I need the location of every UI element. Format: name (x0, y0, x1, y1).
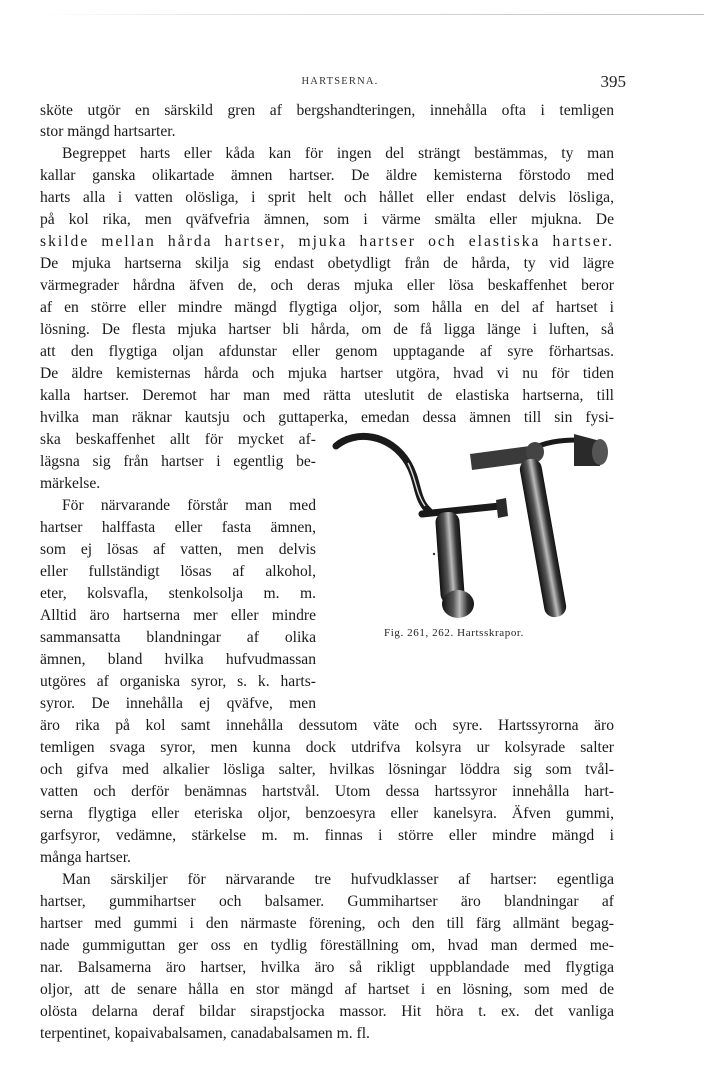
text-line: nar. Balsamerna äro hartser, hvilka äro så rikligt uppblandade med flygtiga (40, 959, 614, 976)
text-line: och gifva med alkalier lösliga salter, hvilkas lösningar löddra sig som tvål- (40, 761, 614, 778)
resin-scraper-illustration (330, 408, 630, 628)
text-line: Alltid äro hartserna mer eller mindre (40, 607, 316, 624)
text-line: lösning. De flesta mjuka hartser bli hårda, om de få ligga länge i luften, så (40, 321, 614, 338)
text-line: värmegrader hårdna äfven de, och deras mjuka eller lösa beskaffenhet beror (40, 277, 614, 294)
text-line: märkelse. (40, 475, 101, 492)
text-line: garfsyror, vedämne, stärkelse m. m. finnas i större eller mindre mängd i (40, 827, 614, 844)
text-line: sköte utgör en särskild gren af bergshandteringen, innehålla ofta i temligen (40, 102, 614, 119)
paragraph-start-line: För närvarande förstår man med (62, 497, 316, 514)
text-line: syror. De innehålla ej qväfve, men (40, 695, 316, 712)
page-header (40, 74, 640, 94)
paragraph-start-line: Begreppet harts eller kåda kan för ingen del strängt bestämmas, ty man (62, 145, 614, 162)
text-line: serna flygtiga eller eteriska oljor, benzoesyra eller kanelsyra. Äfven gummi, (40, 805, 614, 822)
text-line: kallar ganska olikartade ämnen hartser. De äldre kemisterna förstodo med (40, 167, 614, 184)
text-line: att den flygtiga oljan afdunstar eller genom upptagande af syre förhartsas. (40, 343, 614, 360)
text-line: hartser med gummi i den närmaste förening, och den till färg allmänt begag- (40, 915, 614, 932)
text-line: temligen svaga syror, men kunna dock utdrifva kolsyra ur kolsyrade salter (40, 739, 614, 756)
text-line: af en större eller mindre mängd flygtiga oljor, som hålla en del af hartset i (40, 299, 614, 316)
text-line: oljor, att de senare hålla en stor mängd af hartset i en lösning, som med de (40, 981, 614, 998)
text-line: som ej lösas af vatten, men delvis (40, 541, 316, 558)
text-line: många hartser. (40, 849, 131, 866)
text-line: hartser, gummihartser och balsamer. Gummihartser äro blandningar af (40, 893, 614, 910)
text-line: på kol rika, men qväfvefria ämnen, som i värme smälta eller mjukna. De (40, 211, 614, 228)
text-line: sammansatta blandningar af olika (40, 629, 316, 646)
text-line: äro rika på kol samt innehålla dessutom väte och syre. Hartssyrorna äro (40, 717, 614, 734)
figure-resin-scrapers (330, 408, 630, 648)
scan-edge-line (40, 14, 704, 15)
text-line: De äldre kemisternas hårda och mjuka hartser utgöra, hvad vi nu för tiden (40, 365, 614, 382)
text-line: olösta delarna deraf bildar sirapstjocka massor. Hit höra t. ex. det vanliga (40, 1003, 614, 1020)
text-line: vatten och derför benämnas hartstvål. Utom dessa hartssyror innehålla hart- (40, 783, 614, 800)
text-line: lägsna sig från hartser i egentlig be- (40, 453, 316, 470)
running-head: HARTSERNA. (301, 76, 379, 87)
scraper-262-icon (470, 434, 608, 619)
text-line: De mjuka hartserna skilja sig endast obetydligt från de hårda, ty vid lägre (40, 255, 614, 272)
text-line: ska beskaffenhet allt för mycket af- (40, 431, 316, 448)
text-line: hvilka man räknar kautsju och guttaperka, emedan dessa ämnen till sin fysi- (40, 409, 614, 426)
text-line: utgöres af organiska syror, s. k. harts- (40, 673, 316, 690)
text-line: skilde mellan hårda hartser, mjuka hartser och elastiska hartser. (40, 233, 614, 250)
figure-caption: Fig. 261, 262. Hartsskrapor. (384, 627, 524, 639)
text-line: harts alla i vatten olösliga, i sprit helt och hållet eller endast delvis lösliga, (40, 189, 614, 206)
text-line: kalla hartser. Deremot har man med rätta uteslutit de elastiska hartserna, till (40, 387, 614, 404)
paragraph-start-line: Man särskiljer för närvarande tre hufvudklasser af hartser: egentliga (62, 871, 614, 888)
text-line: ämnen, bland hvilka hufvudmassan (40, 651, 316, 668)
text-line: hartser halffasta eller fasta ämnen, (40, 519, 316, 536)
text-line: nade gummiguttan ger oss en tydlig föreställning om, hvad man dermed me- (40, 937, 614, 954)
text-line: eller fullständigt lösas af alkohol, (40, 563, 316, 580)
text-line: terpentinet, kopaivabalsamen, canadabalsamen m. fl. (40, 1025, 370, 1042)
text-line: stor mängd hartsarter. (40, 123, 176, 140)
page-number: 395 (600, 72, 626, 91)
text-line: eter, kolsvafla, stenkolsolja m. m. (40, 585, 316, 602)
